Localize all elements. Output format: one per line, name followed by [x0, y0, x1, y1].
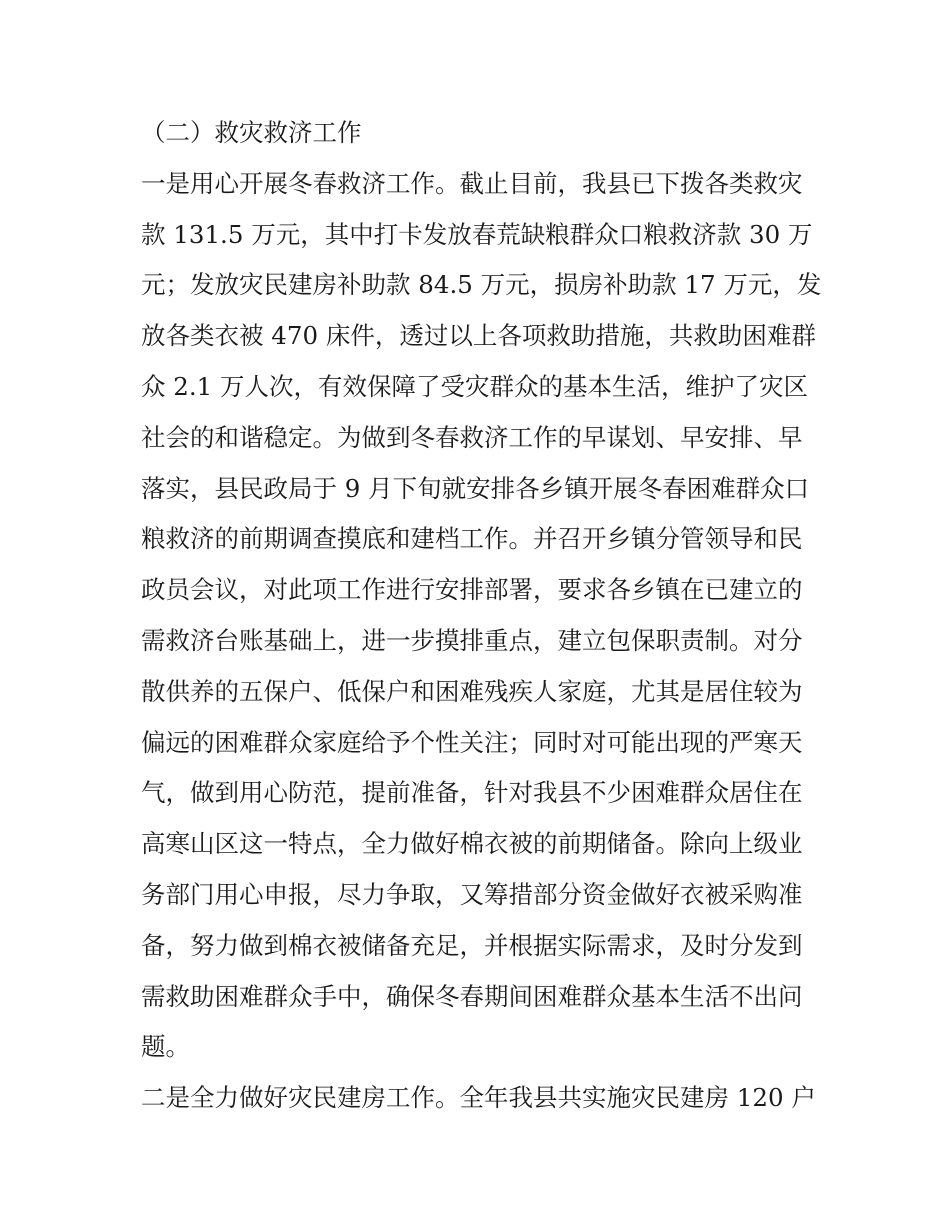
- text-line: 气，做到用心防范，提前准备，针对我县不少困难群众居住在: [141, 778, 803, 808]
- section-heading: （二）救灾救济工作: [141, 118, 362, 147]
- text-line: 散供养的五保户、低保户和困难残疾人家庭，尤其是居住较为: [141, 676, 803, 706]
- text-line: 需救助困难群众手中，确保冬春期间困难群众基本生活不出问: [141, 981, 803, 1011]
- text-line: 社会的和谐稳定。为做到冬春救济工作的早谋划、早安排、早: [141, 422, 803, 452]
- text-line: 放各类衣被 470 床件，透过以上各项救助措施，共救助困难群: [141, 321, 816, 351]
- text-line: 偏远的困难群众家庭给予个性关注；同时对可能出现的严寒天: [141, 727, 803, 757]
- text-line: 备，努力做到棉衣被储备充足，并根据实际需求，及时分发到: [141, 930, 803, 960]
- text-line: 落实，县民政局于 9 月下旬就安排各乡镇开展冬春困难群众口: [141, 473, 810, 503]
- text-line: 需救济台账基础上，进一步摸排重点，建立包保职责制。对分: [141, 625, 803, 655]
- text-line: 众 2.1 万人次，有效保障了受灾群众的基本生活，维护了灾区: [141, 371, 809, 401]
- text-line: 粮救济的前期调查摸底和建档工作。并召开乡镇分管领导和民: [141, 524, 803, 554]
- text-line: 题。: [141, 1032, 190, 1062]
- document-body: [141, 108, 822, 1124]
- text-line: 款 131.5 万元，其中打卡发放春荒缺粮群众口粮救济款 30 万: [141, 219, 813, 249]
- text-line: 二是全力做好灾民建房工作。全年我县共实施灾民建房 120 户: [141, 1083, 816, 1113]
- text-line: 政员会议，对此项工作进行安排部署，要求各乡镇在已建立的: [141, 575, 803, 605]
- text-line: 务部门用心申报，尽力争取，又筹措部分资金做好衣被采购准: [141, 879, 803, 909]
- text-line: 元；发放灾民建房补助款 84.5 万元，损房补助款 17 万元，发: [141, 270, 822, 300]
- text-line: 一是用心开展冬春救济工作。截止目前，我县已下拨各类救灾: [141, 168, 803, 198]
- text-line: 高寒山区这一特点，全力做好棉衣被的前期储备。除向上级业: [141, 829, 803, 859]
